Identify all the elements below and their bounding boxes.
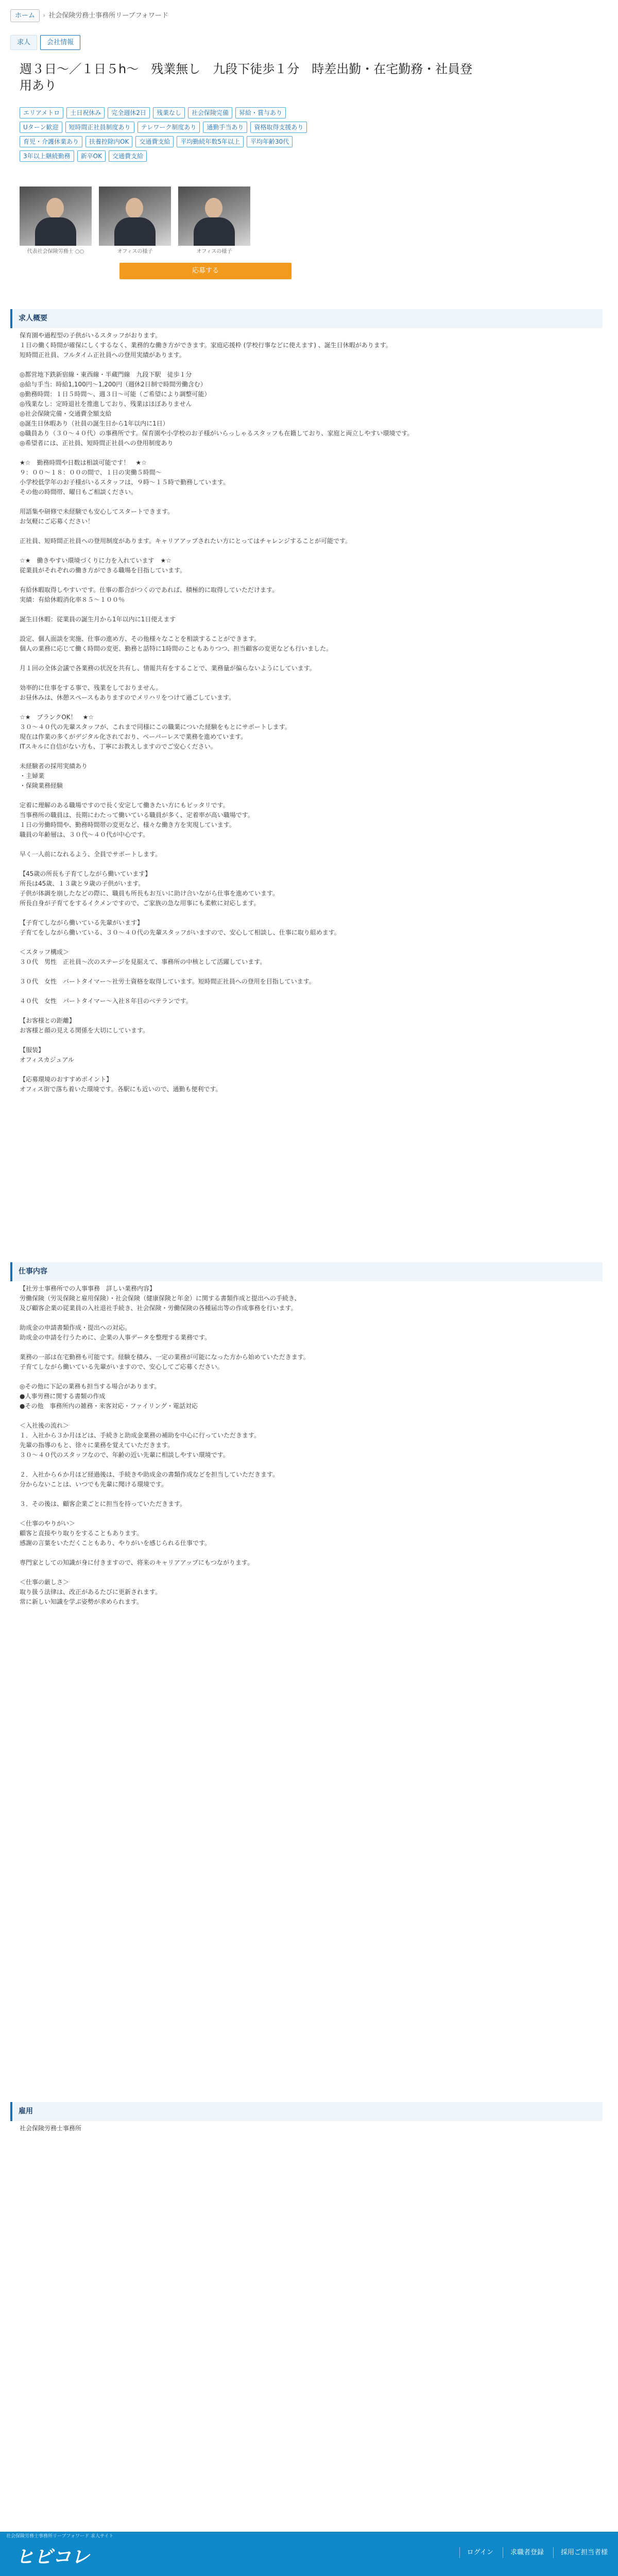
feature-tag: Uターン歓迎: [20, 122, 62, 133]
photo-caption: オフィスの様子: [117, 249, 153, 255]
photo-item[interactable]: [178, 187, 250, 257]
section-heading-work: 仕事内容: [10, 1262, 603, 1281]
feature-tag: 平均勤続年数5年以上: [177, 136, 244, 147]
feature-tags: [20, 107, 308, 162]
feature-tag: 昇給・賞与あり: [235, 107, 286, 118]
work-text: 【社労士事務所での人事事務 詳しい業務内容】 労働保険（労災保険と雇用保険）・社会保険（健康保険と年金）に関する書類作成と提出への手続き、 及び顧客企業の従業員の入社退社手続き、社会保険・労働保険の各種届出等の作成事務を行います。 助成金の申請書類作成・提出への対応。 助成金の申請を行うために、企業の人事データを整理する業務です。 業務の一部は在宅勤務も可能です。経験を積み、一定の業務が可能になった方から始めていただきます。 子育てしながら働いている先輩がいますので、安心してご応募ください。 ◎その他に下記の業務も担当する場合があります。 ●人事労務に関する書類の作成 ●その他 事務所内の雑務・来客対応・ファイリング・電話対応 ＜入社後の流れ＞ １．入社から３か月ほどは、手続きと助成金業務の補助を中心に行っていただきます。 先輩の指導のもと、徐々に業務を覚えていただきます。 ３０〜４０代のスタッフなので、年齢の近い先輩に相談しやすい環境です。 ２．入社から６か月ほど経過後は、手続きや助成金の書類作成などを担当していただきます。 分からないことは、いつでも先輩に聞ける環境です。 ３．その後は、顧客企業ごとに担当を持っていただきます。 ＜仕事のやりがい＞ 顧客と直接やり取りをすることもあります。 感謝の言葉をいただくこともあり、やりがいを感じられる仕事です。 専門家としての知識が身に付きますので、将来のキャリアアップにもつながります。 ＜仕事の厳しさ＞ 取り扱う法律は、改正があるたびに更新されます。 常に新しい知識を学ぶ姿勢が求められます。: [20, 1285, 310, 1605]
breadcrumb-separator-icon: ›: [43, 12, 46, 20]
header-nav: [459, 2547, 608, 2558]
feature-tag: 扶養控除内OK: [85, 136, 132, 147]
staff-photo: [20, 187, 92, 246]
tab-jobs[interactable]: 求人: [10, 35, 37, 50]
feature-tag: 育児・介護休業あり: [20, 136, 82, 147]
feature-tag: 短時間正社員制度あり: [65, 122, 134, 133]
photo-caption: 代表社会保険労務士 ○○: [27, 249, 84, 255]
nav-employer[interactable]: 採用ご担当者様: [553, 2547, 608, 2558]
overview-text: 保育園や過程型の子供がいるスタッフがおります。 １日の働く時間が確保にしくするなく、業務的な働き方ができます。家庭応援枠 (学校行事などに使えます) 、誕生日休暇があります。 短時間正社員、フルタイム正社員への登用実績があります。 ◎都営地下鉄新宿線・東西線・半蔵門線 九段下駅 徒歩１分 ◎給与手当：時給1,100円〜1,200円（週休2日制で時間労働含む） ◎勤務時間：１日５時間〜、週３日〜可能（ご希望により調整可能） ◎残業なし：定時退社を推進しており、残業はほぼありません ◎社会保険完備・交通費全額支給 ◎誕生日休暇あり（社員の誕生日から1年以内に1日） ◎職員あり（３０〜４０代）の事務所です。保育園や小学校のお子様がいらっしゃるスタッフも在籍しており、家庭と両立しやすい環境です。 ◎希望者には、正社員、短時間正社員への登用制度あり ★☆ 勤務時間や日数は相談可能です！ ★☆ ９：００〜１８：００の間で、１日の実働５時間〜 小学校低学年のお子様がいるスタッフは、９時〜１５時で勤務しています。 その他の時間帯、曜日もご相談ください。 用語集や研修で未経験でも安心してスタートできます。 お気軽にご応募ください！ 正社員、短時間正社員への登用制度があります。キャリアアップされたい方にとってはチャレンジすることが可能です。 ☆★ 働きやすい環境づくりに力を入れています ★☆ 従業員がそれぞれの働き方ができる職場を目指しています。 有給休暇取得しやすいです。仕事の都合がつくのであれば、積極的に取得していただけます。 実績：有給休暇消化率８５〜１００％ 誕生日休暇：従業員の誕生月から1年以内に1日使えます 設定、個人面談を実施、仕事の進め方、その他様々なことを相談することができます。 個人の業務に応じて働く時間の変更、勤務と話特に1時間のこともありつつ、担当顧客の変更なども行いました。 月１回の全体会議で各業務の状況を共有し、情報共有をすることで、業務量が偏らないようにしています。 効率的に仕事をする事で、残業をしておりません。 お昼休みは、休憩スペースもありますのでメリハリをつけて過ごしています。 ☆★ ブランクOK！ ★☆ ３０〜４０代の先輩スタッフが、これまで同様にこの職業についた経験をもとにサポートします。 現在は作業の多くがデジタル化されており、ペーパーレスで業務を進めています。 ITスキルに自信がない方も、丁寧にお教えしますのでご安心ください。 未経験者の採用実績あり ・主婦業 ・保険業務経験 定着に理解のある職場ですので長く安定して働きたい方にもピッタリです。 当事務所の職員は、長期にわたって働いている職員が多く、定着率が高い職場です。 １日の労働時間や、勤務時間帯の変更など、様々な働き方を実現しています。 職員の年齢層は、３０代〜４０代が中心です。 早く一人前になれるよう、全員でサポートします。 【45歳の所長も子育てしながら働いています】 所長は45歳、１３歳と９歳の子供がいます。 子供が体調を崩したなどの際に、職員も所長もお互いに助け合いながら仕事を進めています。 所長自身が子育てをするイクメンですので、ご家族の急な用事にも柔軟に対応します。 【子育てしながら働いている先輩がいます】 子育てをしながら働いている、３０〜４０代の先輩スタッフがいますので、安心して相談し、仕事に取り組めます。 ＜スタッフ構成＞ ３０代 男性 正社員〜次のステージを見据えて、事務所の中核として活躍しています。 ３０代 女性 パートタイマー〜社労士資格を取得しています。短時間正社員への登用を目指しています。 ４０代 女性 パートタイマー〜入社８年目のベテランです。 【お客様との距離】 お客様と顔の見える関係を大切にしています。 【服装】 オフィスカジュアル 【応募環境のおすすめポイント】 オフィス街で落ち着いた環境です。各駅にも近いので、通勤も便利です。: [20, 332, 414, 1093]
nav-register[interactable]: 求職者登録: [503, 2547, 544, 2558]
page-tabs: [10, 35, 80, 50]
breadcrumb-current: 社会保険労務士事務所リーブフォワード: [48, 12, 168, 20]
section-heading-employer: 雇用: [10, 2102, 603, 2121]
photo-gallery: [20, 187, 250, 257]
job-title: 週３日〜／１日５h〜 残業無し 九段下徒歩１分 時差出勤・在宅勤務・社員登用あり: [20, 62, 473, 93]
photo-item[interactable]: [99, 187, 171, 257]
photo-caption: オフィスの様子: [196, 249, 232, 255]
section-heading-overview: 求人概要: [10, 309, 603, 328]
site-tagline: 社会保険労務士事務所リーブフォワード 求人サイト: [6, 2534, 114, 2539]
site-logo[interactable]: ヒビコレ: [15, 2546, 90, 2568]
feature-tag: 平均年齢30代: [247, 136, 293, 147]
feature-tag: 交通費支給: [109, 150, 147, 162]
nav-login[interactable]: ログイン: [459, 2547, 493, 2558]
feature-tag: 土日祝休み: [66, 107, 105, 118]
feature-tag: 新卒OK: [77, 150, 106, 162]
feature-tag: 交通費支給: [135, 136, 174, 147]
feature-tag: エリアメトロ: [20, 107, 63, 118]
site-header: [0, 2532, 618, 2576]
breadcrumb-home[interactable]: ホーム: [10, 9, 40, 22]
office-photo: [178, 187, 250, 246]
office-photo: [99, 187, 171, 246]
apply-button[interactable]: 応募する: [119, 263, 291, 279]
employer-text: 社会保険労務士事務所: [20, 2125, 82, 2132]
feature-tag: 完全週休2日: [108, 107, 150, 118]
feature-tag: 残業なし: [153, 107, 185, 118]
feature-tag: 3年以上継続勤務: [20, 150, 74, 162]
feature-tag: 社会保険完備: [188, 107, 232, 118]
feature-tag: テレワーク制度あり: [138, 122, 200, 133]
breadcrumb: [10, 9, 168, 22]
feature-tag: 通勤手当あり: [203, 122, 247, 133]
tab-company[interactable]: 会社情報: [40, 35, 80, 50]
photo-item[interactable]: [20, 187, 92, 257]
feature-tag: 資格取得支援あり: [250, 122, 307, 133]
